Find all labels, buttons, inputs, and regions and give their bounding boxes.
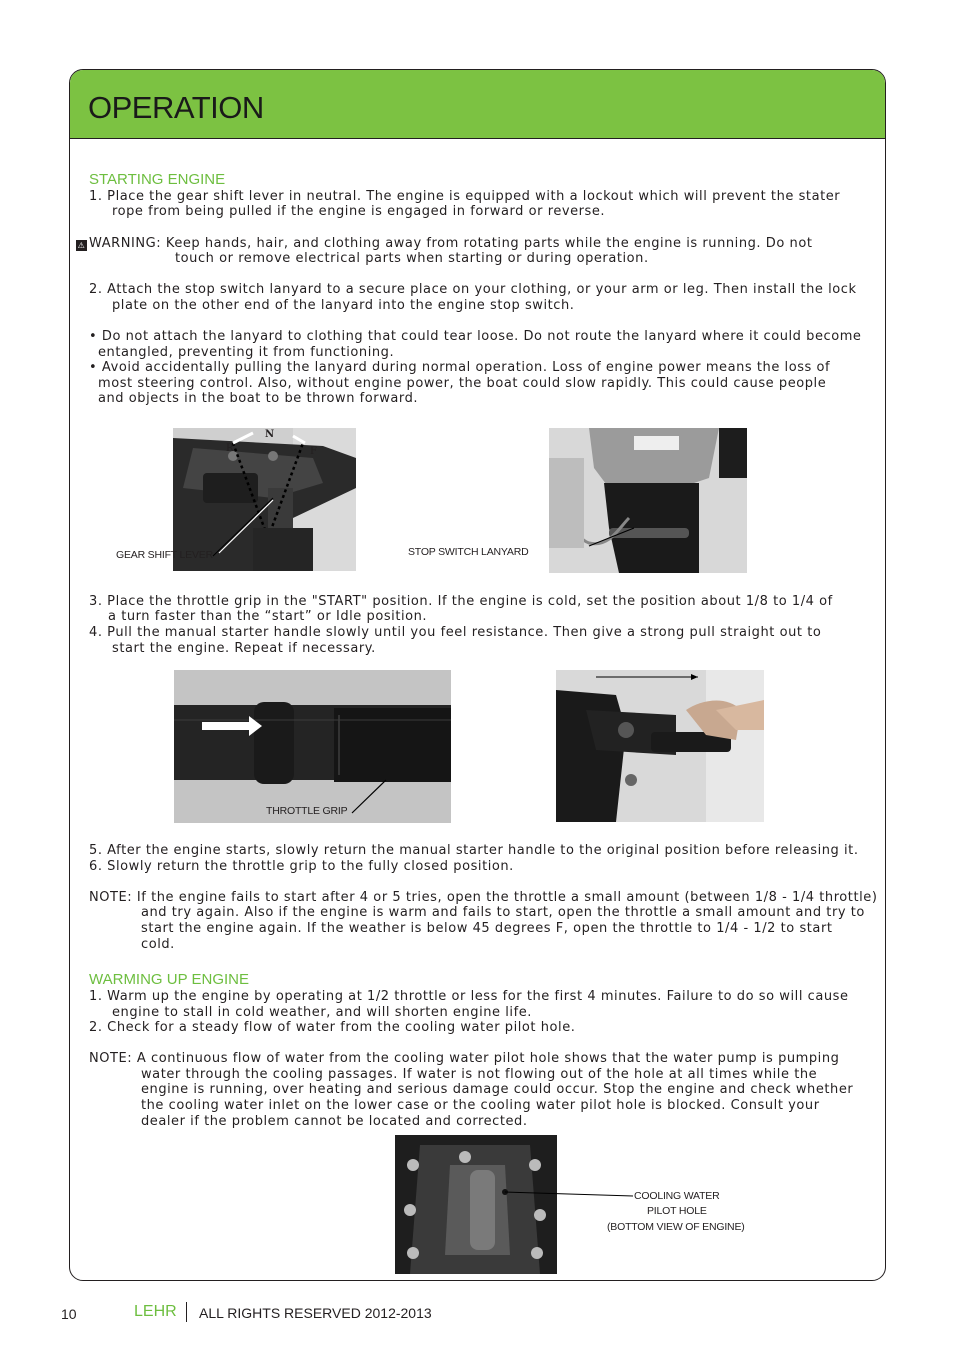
brand-name: LEHR — [134, 1303, 177, 1320]
gear-shift-lever-caption: GEAR SHIFT LEVER — [116, 549, 213, 561]
bullet-2-line-1: • Avoid accidentally pulling the lanyard during normal operation. Loss of engine power means the loss of — [89, 360, 831, 375]
page-title: OPERATION — [88, 90, 264, 125]
warm-note-line-5: dealer if the problem cannot be located and corrected. — [141, 1114, 528, 1129]
gear-label-f: F — [310, 446, 317, 457]
start-step-2-line-2: plate on the other end of the lanyard into the engine stop switch. — [112, 298, 575, 313]
start-step-1-line-2: rope from being pulled if the engine is engaged in forward or reverse. — [112, 204, 606, 219]
warning-text: WARNING: Keep hands, hair, and clothing away from rotating parts while the engine is running. Do not — [89, 236, 813, 251]
warm-note-line-1: NOTE: A continuous flow of water from the cooling water pilot hole shows that the water pump is pumping — [89, 1051, 840, 1066]
start-step-3-line-2: a turn faster than the “start” or Idle position. — [108, 609, 428, 624]
warm-note-line-3: engine is running, over heating and serious damage could occur. Stop the engine and check whether — [141, 1082, 854, 1097]
manual-starter-photo — [556, 670, 764, 822]
start-step-4-line-2: start the engine. Repeat if necessary. — [112, 641, 376, 656]
warning-icon: ⚠ — [77, 241, 86, 250]
cooling-water-caption-2: PILOT HOLE — [647, 1205, 707, 1217]
start-note-line-1: NOTE: If the engine fails to start after 4 or 5 tries, open the throttle a small amount (between 1/8 - 1/4 throttle) — [89, 890, 878, 905]
copyright-text: ALL RIGHTS RESERVED 2012-2013 — [199, 1305, 432, 1321]
warm-step-1-line-2: engine to stall in cold weather, and will shorten engine life. — [112, 1005, 532, 1020]
warning-line-1 — [76, 236, 812, 252]
start-step-2-line-1: 2. Attach the stop switch lanyard to a secure place on your clothing, or your arm or leg. Then install the lock — [89, 282, 857, 297]
bullet-1-line-1: • Do not attach the lanyard to clothing that could tear loose. Do not route the lanyard where it could become — [89, 329, 862, 344]
warm-note-line-4: the cooling water inlet on the lower case or the cooling water pilot hole is blocked. Consult your — [141, 1098, 820, 1113]
pilot-hole-leader-line — [505, 1189, 635, 1201]
warning-line-2: touch or remove electrical parts when starting or during operation. — [175, 251, 649, 266]
starting-engine-heading: STARTING ENGINE — [89, 171, 226, 188]
start-note-line-4: cold. — [141, 937, 175, 952]
start-step-1-line-1: 1. Place the gear shift lever in neutral. The engine is equipped with a lockout which will prevent the stater — [89, 189, 841, 204]
throttle-grip-photo — [174, 670, 451, 823]
bullet-2-line-3: and objects in the boat to be thrown forward. — [98, 391, 419, 406]
cooling-water-caption-1: COOLING WATER — [634, 1190, 720, 1202]
cooling-water-caption-3: (BOTTOM VIEW OF ENGINE) — [607, 1221, 745, 1233]
stop-switch-lanyard-photo — [549, 428, 747, 573]
stop-switch-lanyard-caption: STOP SWITCH LANYARD — [408, 546, 529, 558]
warm-step-2: 2. Check for a steady flow of water from the cooling water pilot hole. — [89, 1020, 576, 1035]
throttle-grip-caption: THROTTLE GRIP — [266, 805, 348, 817]
footer-divider — [186, 1302, 187, 1322]
start-step-6: 6. Slowly return the throttle grip to the fully closed position. — [89, 859, 514, 874]
bullet-1-line-2: entangled, preventing it from functioning. — [98, 345, 395, 360]
gear-label-r: R — [226, 443, 234, 454]
start-step-4-line-1: 4. Pull the manual starter handle slowly until you feel resistance. Then give a strong pull straight out to — [89, 625, 822, 640]
page-number: 10 — [61, 1306, 77, 1322]
start-step-3-line-1: 3. Place the throttle grip in the "START" position. If the engine is cold, set the position about 1/8 to 1/4 of — [89, 594, 833, 609]
bullet-2-line-2: most steering control. Also, without engine power, the boat could slow rapidly. This could cause people — [98, 376, 827, 391]
warm-step-1-line-1: 1. Warm up the engine by operating at 1/2 throttle or less for the first 4 minutes. Failure to do so will cause — [89, 989, 849, 1004]
warming-up-engine-heading: WARMING UP ENGINE — [89, 971, 250, 988]
start-note-line-3: start the engine again. If the weather is below 45 degrees F, open the throttle to 1/4 - 1/2 to start — [141, 921, 833, 936]
cooling-water-photo — [395, 1135, 557, 1274]
start-note-line-2: and try again. Also if the engine is warm and fails to start, open the throttle a small amount and try to — [141, 905, 865, 920]
warm-note-line-2: water through the cooling passages. If water is not flowing out of the hole at all times while the — [141, 1067, 818, 1082]
gear-label-n: N — [265, 429, 275, 440]
section-banner — [70, 70, 885, 139]
start-step-5: 5. After the engine starts, slowly return the manual starter handle to the original position before releasing it. — [89, 843, 859, 858]
